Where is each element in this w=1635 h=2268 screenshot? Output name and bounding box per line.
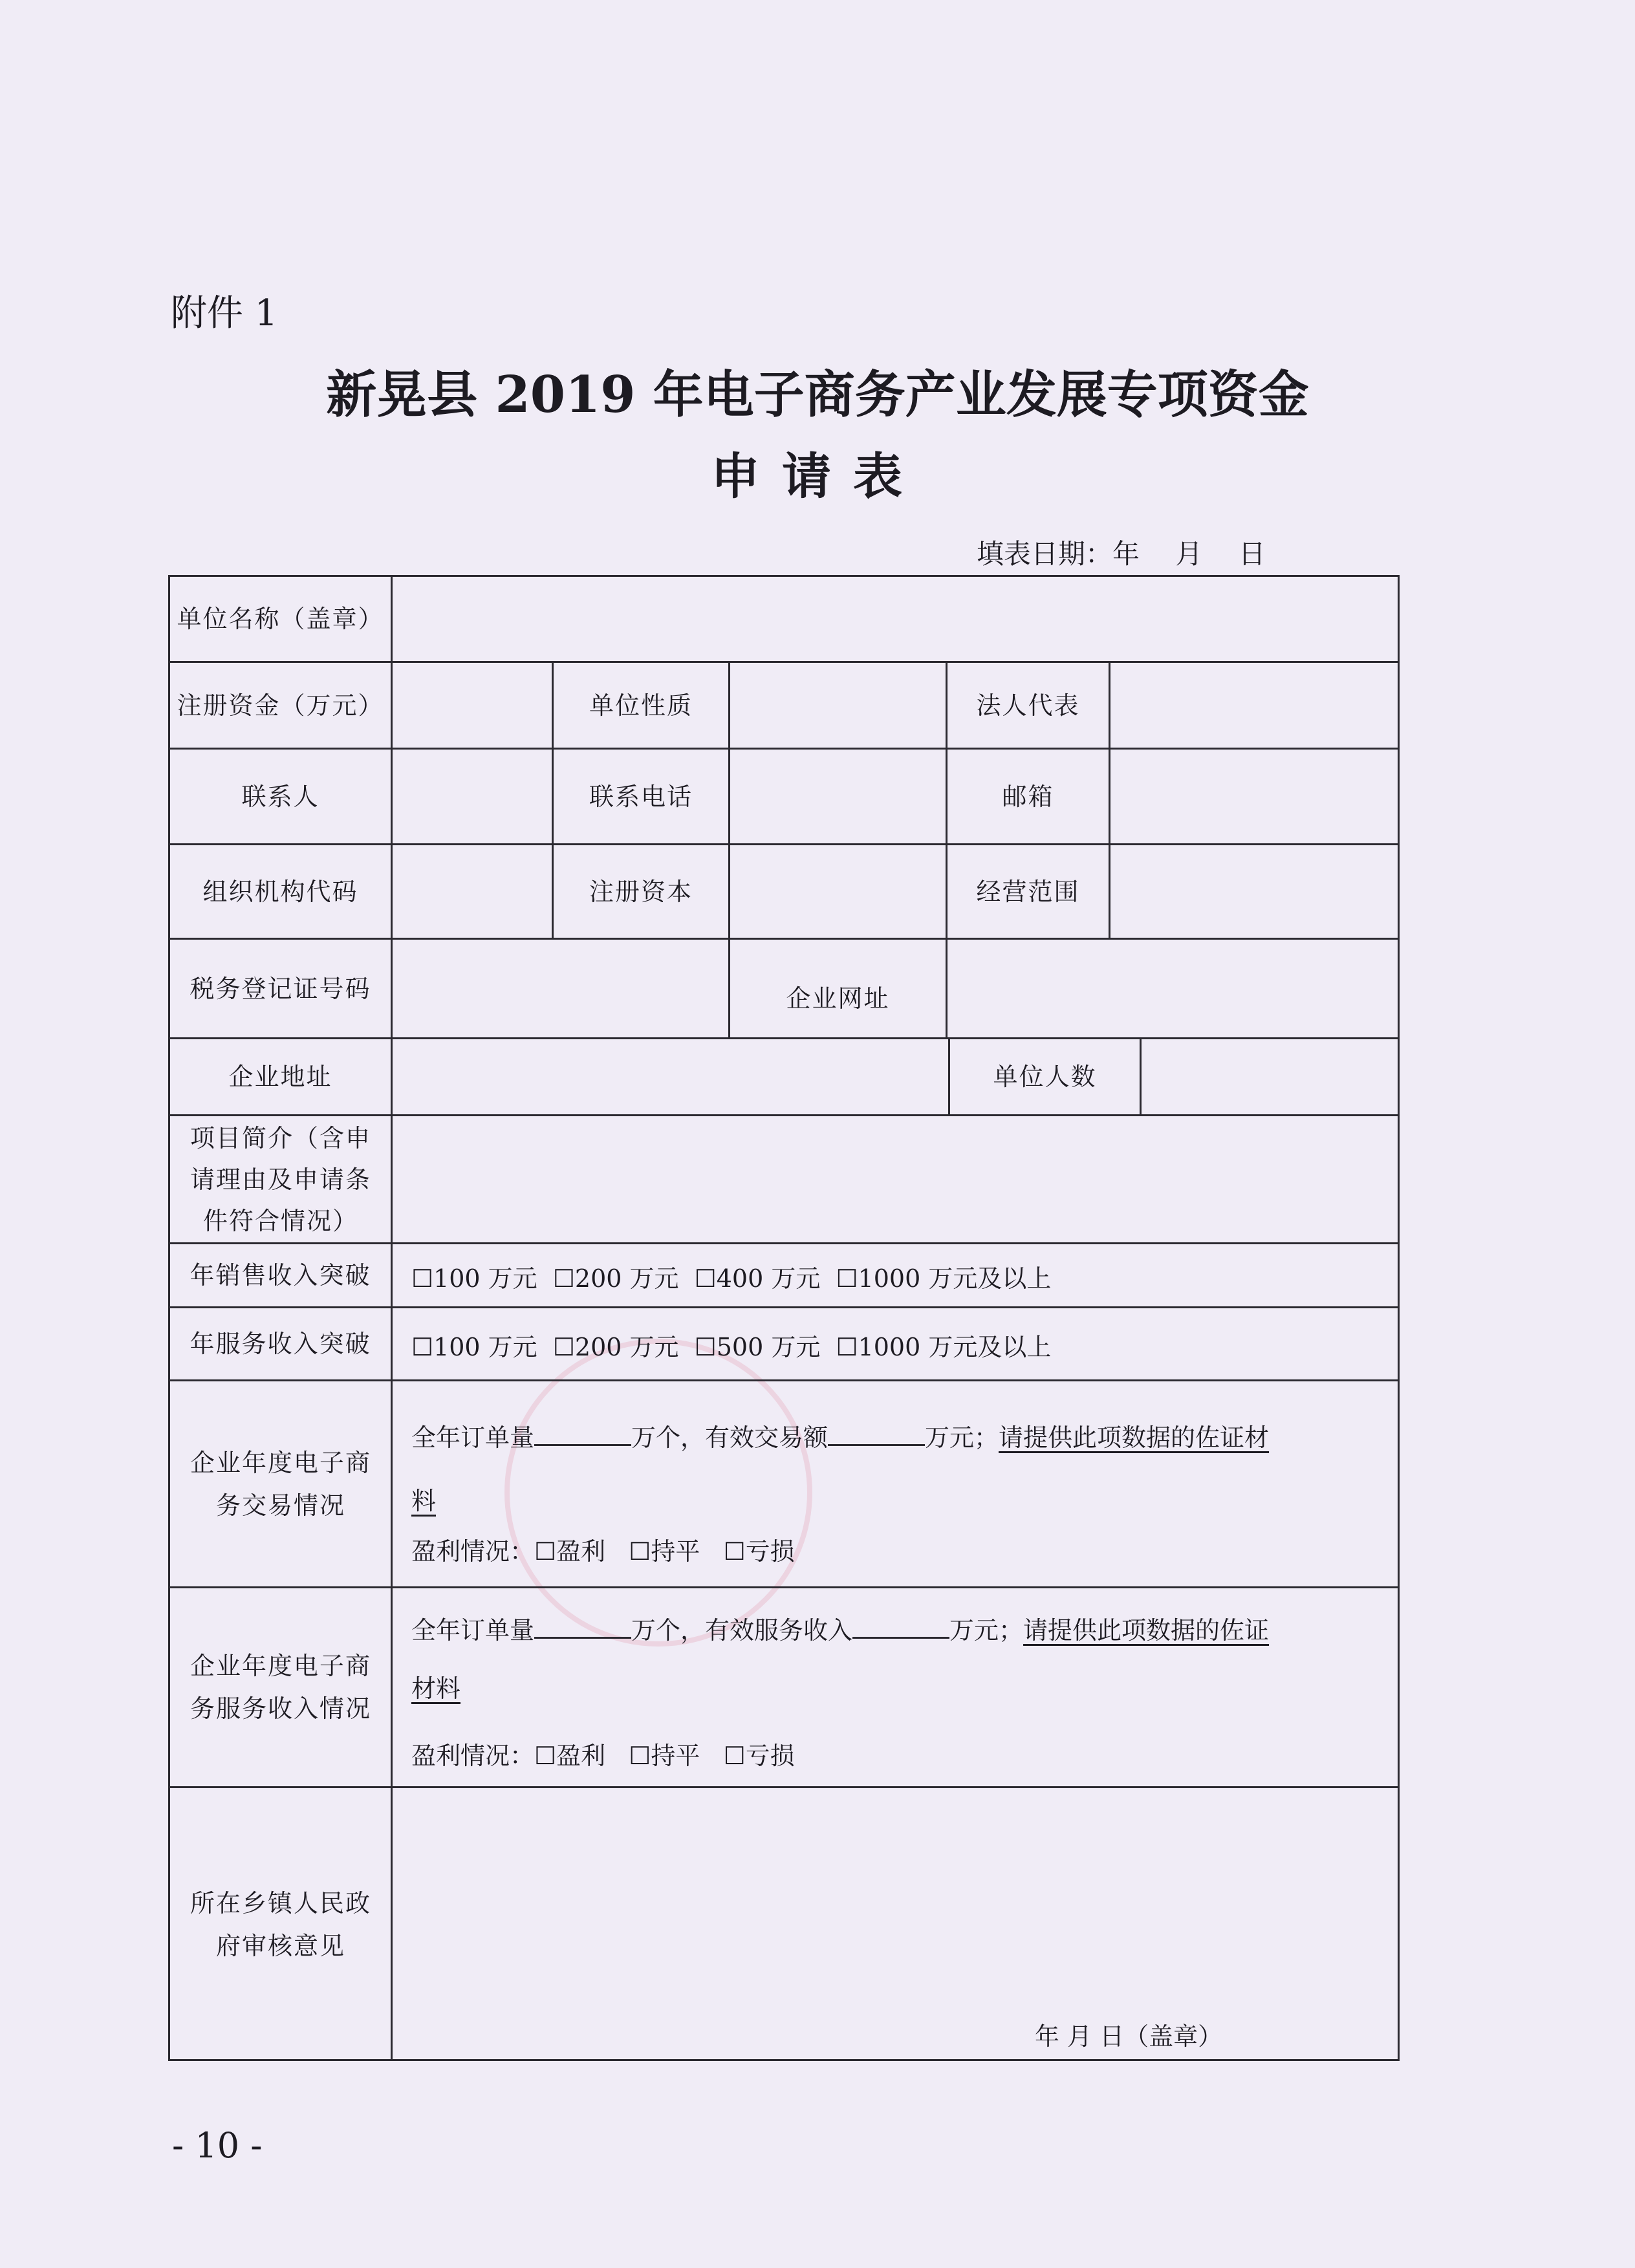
legal-rep-field[interactable] <box>1110 663 1398 748</box>
trade-orders-line <box>411 1418 1269 1453</box>
trade-profit-checkboxes[interactable]: 盈利情况：☐盈利 ☐持平 ☐亏损 <box>411 1537 795 1566</box>
business-scope-field[interactable] <box>1110 845 1398 938</box>
website-label: 企业网址 <box>786 984 890 1013</box>
address-field[interactable] <box>393 1039 948 1114</box>
service-breakthrough-label: 年服务收入突破 <box>189 1330 371 1358</box>
headcount-label: 单位人数 <box>993 1063 1097 1091</box>
legal-rep-label: 法人代表 <box>976 691 1080 720</box>
headcount-field[interactable] <box>1142 1039 1398 1114</box>
email-field[interactable] <box>1110 750 1398 843</box>
contact-person-field[interactable] <box>393 750 552 843</box>
township-review-label: 所在乡镇人民政府审核意见 <box>189 1889 371 1960</box>
sales-breakthrough-label: 年销售收入突破 <box>189 1261 371 1290</box>
bleed-through-decoration <box>1009 297 1019 334</box>
address-label: 企业地址 <box>228 1063 332 1091</box>
tax-code-field[interactable] <box>393 940 728 1037</box>
contact-phone-label: 联系电话 <box>589 782 693 811</box>
trade-orders-text: 全年订单量 <box>411 1423 535 1452</box>
contact-phone-field[interactable] <box>730 750 946 843</box>
service-profit-checkboxes[interactable]: 盈利情况：☐盈利 ☐持平 ☐亏损 <box>411 1742 795 1770</box>
attachment-label: 附件 1 <box>171 292 278 334</box>
tax-code-label: 税务登记证号码 <box>189 974 371 1003</box>
org-code-field[interactable] <box>393 845 552 938</box>
email-label: 邮箱 <box>1002 782 1054 811</box>
reg-capital-label: 注册资本 <box>589 877 693 906</box>
form-title: 新晃县 2019 年电子商务产业发展专项资金 <box>326 365 1309 424</box>
trade-unit-text: 万元； <box>925 1423 999 1452</box>
fill-date: 填表日期：年 月 日 <box>977 538 1266 570</box>
unit-nature-label: 单位性质 <box>589 691 693 720</box>
trade-orders-blank[interactable] <box>534 1423 631 1446</box>
trade-amount-text: 万个，有效交易额 <box>631 1423 828 1452</box>
reg-capital-field[interactable] <box>730 845 946 938</box>
project-intro-label: 项目简介（含申请理由及申请条件符合情况） <box>189 1123 371 1235</box>
service-orders-blank[interactable] <box>534 1616 631 1639</box>
page-number: - 10 - <box>172 2125 263 2166</box>
service-orders-line <box>411 1610 1269 1646</box>
project-intro-field[interactable] <box>393 1116 1398 1242</box>
township-review-field[interactable] <box>393 1788 1398 2021</box>
service-income-text: 万个，有效服务收入 <box>631 1616 853 1645</box>
service-options-checkboxes[interactable]: ☐100 万元 ☐200 万元 ☐500 万元 ☐1000 万元及以上 <box>411 1333 1052 1361</box>
ecom-service-label: 企业年度电子商务服务收入情况 <box>189 1652 371 1723</box>
sign-date: 年 月 日（盖章） <box>1035 2022 1223 2051</box>
trade-evidence-note-cont: 料 <box>411 1487 437 1515</box>
service-unit-text: 万元； <box>949 1616 1024 1645</box>
unit-name-label: 单位名称（盖章） <box>177 605 384 633</box>
unit-nature-field[interactable] <box>730 663 946 748</box>
form-subtitle: 申请表 <box>711 448 924 505</box>
trade-amount-blank[interactable] <box>828 1423 925 1446</box>
registered-capital-field[interactable] <box>393 663 552 748</box>
service-income-blank[interactable] <box>852 1616 949 1639</box>
ecom-trade-label: 企业年度电子商务交易情况 <box>189 1448 371 1520</box>
unit-name-field[interactable] <box>393 577 1398 661</box>
trade-evidence-note: 请提供此项数据的佐证材 <box>999 1423 1270 1452</box>
service-orders-text: 全年订单量 <box>411 1616 535 1645</box>
contact-person-label: 联系人 <box>241 782 319 811</box>
org-code-label: 组织机构代码 <box>202 877 358 906</box>
service-evidence-note-cont: 材料 <box>411 1674 461 1703</box>
sales-options-checkboxes[interactable]: ☐100 万元 ☐200 万元 ☐400 万元 ☐1000 万元及以上 <box>411 1264 1052 1293</box>
business-scope-label: 经营范围 <box>976 877 1080 906</box>
service-evidence-note: 请提供此项数据的佐证 <box>1023 1616 1270 1645</box>
registered-capital-label: 注册资金（万元） <box>177 691 384 720</box>
website-field[interactable] <box>947 940 1398 1037</box>
